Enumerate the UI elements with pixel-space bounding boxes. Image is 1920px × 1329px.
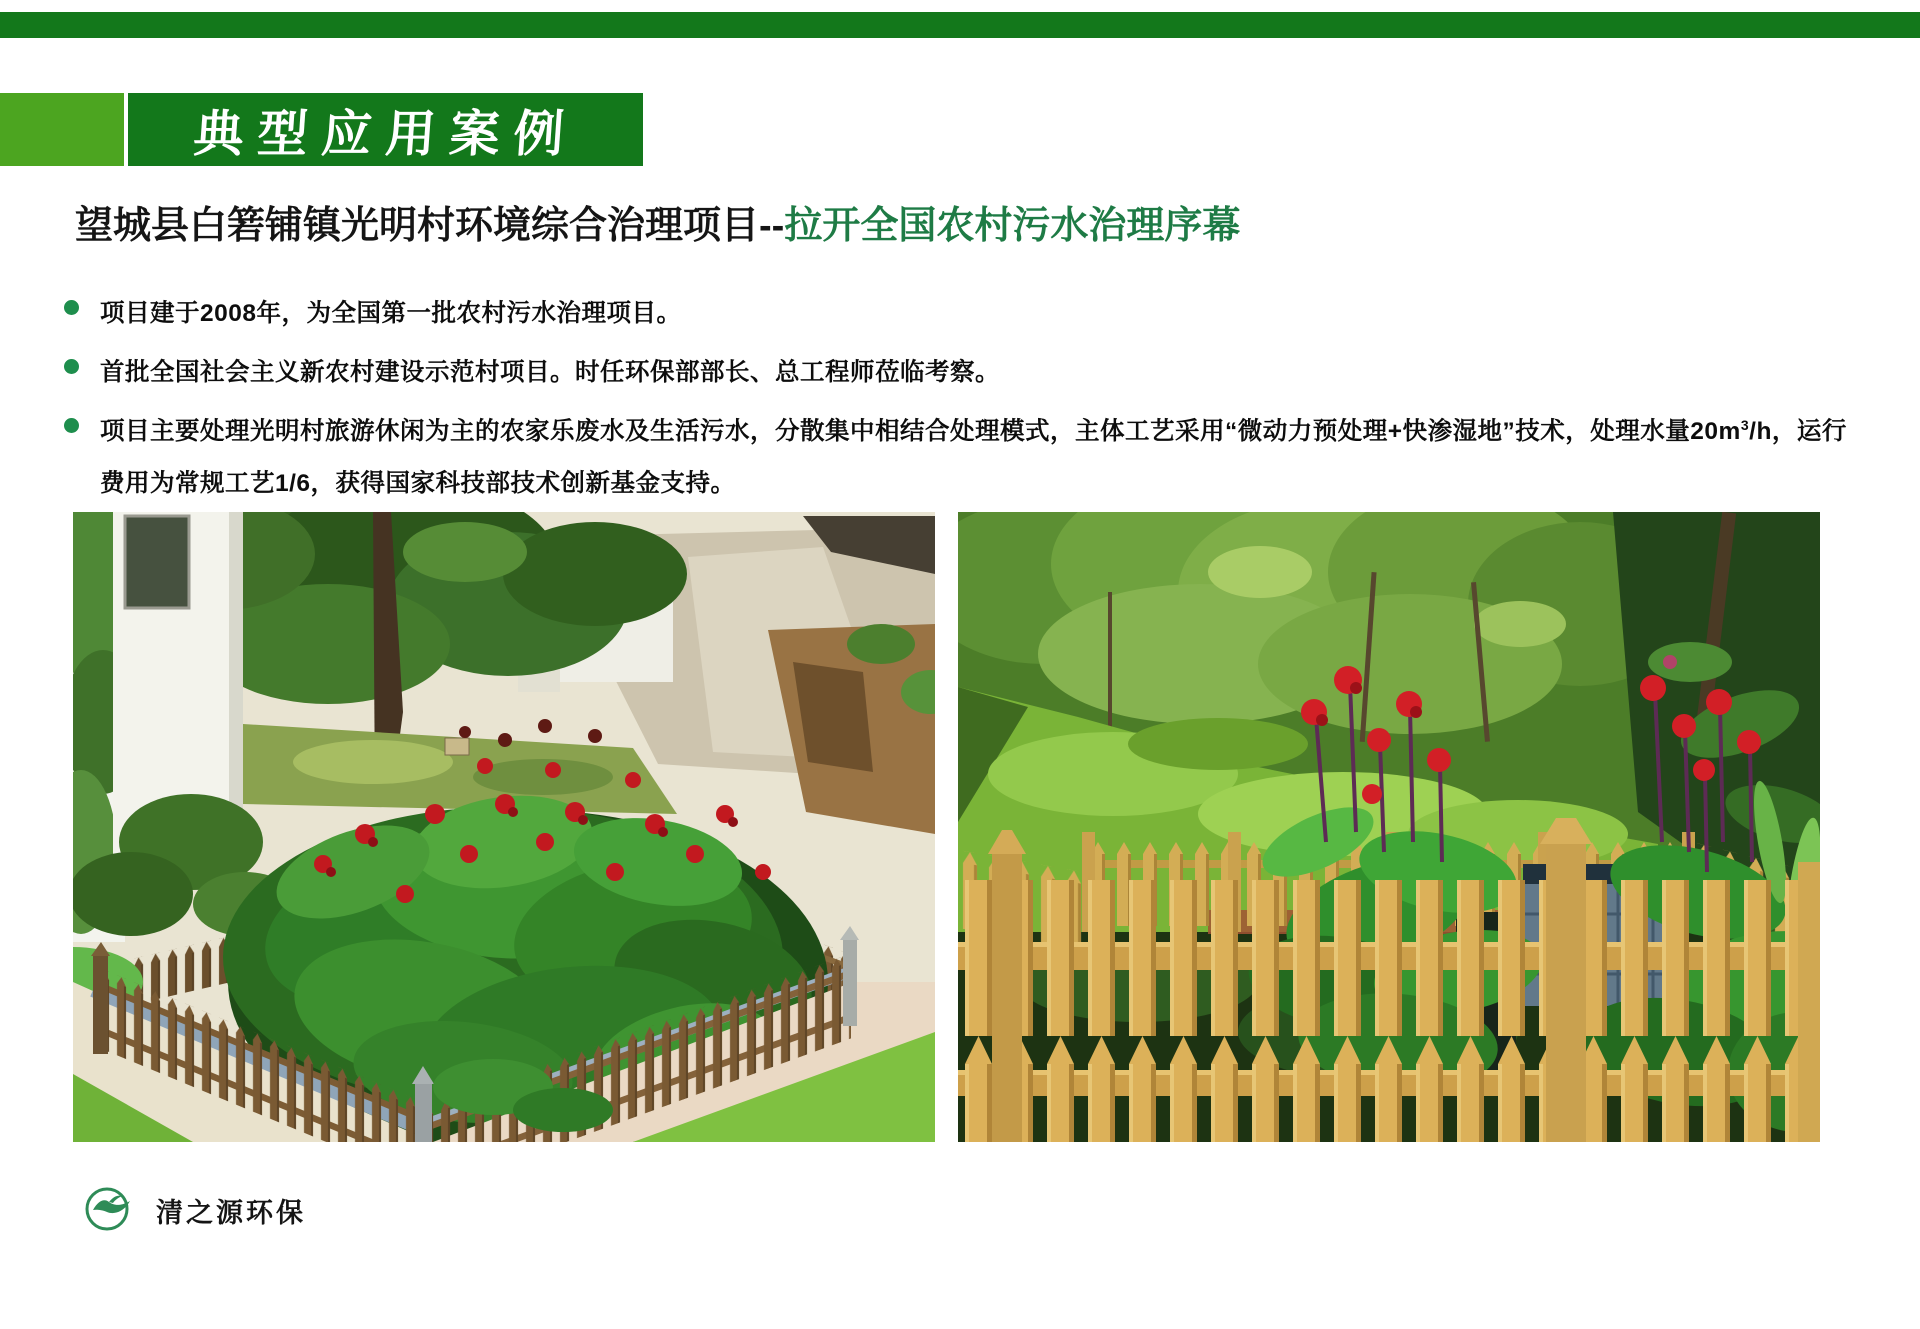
bullet-list <box>64 281 1856 510</box>
bullet-dot-icon <box>64 418 79 433</box>
banner-accent-block <box>0 93 124 166</box>
company-logo <box>84 1184 306 1236</box>
page-title <box>75 203 1875 249</box>
photo-village-garden <box>73 512 935 1142</box>
logo-swoosh-icon <box>84 1186 146 1234</box>
photo-wetland-fence <box>958 512 1820 1142</box>
company-name: 清之源环保 <box>156 1197 306 1228</box>
page-title-main: 望城县白箬铺镇光明村环境综合治理项目-- <box>75 205 785 247</box>
top-accent-bar <box>0 12 1920 38</box>
bullet-item <box>64 281 1856 340</box>
section-banner <box>128 93 643 166</box>
bullet-text: 项目建于2008年，为全国第一批农村污水治理项目。 <box>100 300 682 328</box>
section-title: 典型应用案例 <box>191 103 580 163</box>
bullet-text: 项目主要处理光明村旅游休闲为主的农家乐废水及生活污水，分散集中相结合处理模式，主体工艺采用“微动力预处理+快渗湿地”技术，处理水量20m <box>100 418 1741 446</box>
bullet-dot-icon <box>64 300 79 315</box>
photo-wetland-fence-image <box>958 512 1820 1142</box>
bullet-item: 项目主要处理光明村旅游休闲为主的农家乐废水及生活污水，分散集中相结合处理模式，主体工艺采用“微动力预处理+快渗湿地”技术，处理水量$20m^3/h$，运行费用为常规工艺1/6，获得国家科技部技术创新基金支持。 <box>64 399 1856 510</box>
bullet-item <box>64 340 1856 399</box>
bullet-text: 首批全国社会主义新农村建设示范村项目。时任环保部部长、总工程师莅临考察。 <box>100 359 1000 387</box>
bullet-dot-icon <box>64 359 79 374</box>
photo-village-garden-image <box>73 512 935 1142</box>
page-title-highlight: 拉开全国农村污水治理序幕 <box>784 205 1241 247</box>
